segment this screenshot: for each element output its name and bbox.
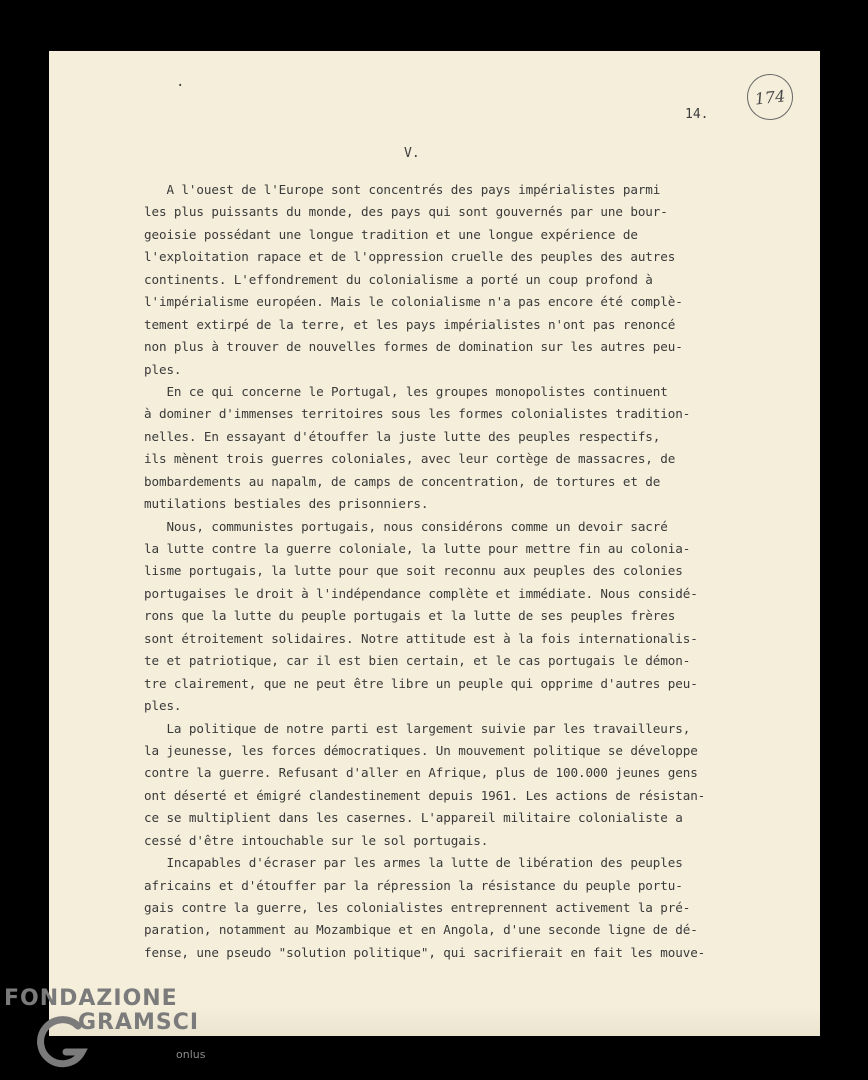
text-line: nelles. En essayant d'étouffer la juste lutte des peuples respectifs, bbox=[144, 428, 661, 444]
text-line: à dominer d'immenses territoires sous les formes colonialistes tradition- bbox=[144, 406, 691, 422]
text-line: En ce qui concerne le Portugal, les groupes monopolistes continuent bbox=[144, 383, 668, 399]
text-line: bombardements au napalm, de camps de concentration, de tortures et de bbox=[144, 473, 661, 489]
text-line: sont étroitement solidaires. Notre attitude est à la fois internationalis- bbox=[144, 630, 698, 646]
document-page bbox=[49, 51, 820, 1036]
text-line: lisme portugais, la lutte pour que soit reconnu aux peuples des colonies bbox=[144, 563, 683, 579]
text-line: cessé d'être intouchable sur le sol portugais. bbox=[144, 832, 489, 848]
stray-mark: · bbox=[176, 78, 185, 94]
text-line: continents. L'effondrement du colonialisme a porté un coup profond à bbox=[144, 271, 653, 287]
text-line: La politique de notre parti est largement suivie par les travailleurs, bbox=[144, 720, 691, 736]
text-line: l'impérialisme européen. Mais le colonialisme n'a pas encore été complè- bbox=[144, 294, 683, 310]
text-line: non plus à trouver de nouvelles formes de domination sur les autres peu- bbox=[144, 339, 683, 355]
text-line: te et patriotique, car il est bien certain, et le cas portugais le démon- bbox=[144, 653, 691, 669]
archive-stamp: 174 bbox=[745, 72, 796, 123]
text-line: Incapables d'écraser par les armes la lutte de libération des peuples bbox=[144, 855, 683, 871]
text-line: gais contre la guerre, les colonialistes entreprennent activement la pré- bbox=[144, 900, 691, 915]
body-text bbox=[144, 179, 806, 964]
text-line: paration, notamment au Mozambique et en Angola, d'une seconde ligne de dé- bbox=[144, 922, 698, 938]
text-line: ils mènent trois guerres coloniales, avec leur cortège de massacres, de bbox=[144, 451, 676, 467]
text-line: mutilations bestiales des prisonniers. bbox=[144, 496, 429, 512]
text-line: A l'ouest de l'Europe sont concentrés des pays impérialistes parmi bbox=[144, 182, 661, 197]
text-line: ples. bbox=[144, 361, 182, 377]
watermark-line2: GRAMSCI bbox=[78, 1010, 200, 1035]
text-line: ples. bbox=[144, 698, 182, 714]
text-line: portugaises le droit à l'indépendance complète et immédiate. Nous considé- bbox=[144, 585, 698, 601]
text-line: ont déserté et émigré clandestinement depuis 1961. Les actions de résistan- bbox=[144, 787, 706, 803]
text-line: contre la guerre. Refusant d'aller en Afrique, plus de 100.000 jeunes gens bbox=[144, 765, 698, 781]
section-heading: V. bbox=[404, 146, 420, 161]
text-line: la lutte contre la guerre coloniale, la lutte pour mettre fin au colonia- bbox=[144, 541, 691, 556]
text-line: ce se multiplient dans les casernes. L'appareil militaire colonialiste a bbox=[144, 810, 683, 826]
text-line: les plus puissants du monde, des pays qui sont gouvernés par une bour- bbox=[144, 204, 668, 220]
text-line: tre clairement, que ne peut être libre un peuple qui opprime d'autres peu- bbox=[144, 675, 698, 691]
text-line: africains et d'étouffer par la répression la résistance du peuple portu- bbox=[144, 877, 683, 893]
text-line: l'exploitation rapace et de l'oppression cruelle des peuples des autres bbox=[144, 249, 676, 265]
watermark-suffix: onlus bbox=[176, 1048, 206, 1061]
text-line: Nous, communistes portugais, nous considérons comme un devoir sacré bbox=[144, 518, 668, 534]
watermark-line1: FONDAZIONE bbox=[4, 986, 178, 1011]
text-line: tement extirpé de la terre, et les pays impérialistes n'ont pas renoncé bbox=[144, 316, 676, 332]
page-number: 14. bbox=[685, 107, 709, 122]
text-line: rons que la lutte du peuple portugais et la lutte de ses peuples frères bbox=[144, 608, 676, 624]
fondazione-gramsci-watermark bbox=[2, 986, 217, 1078]
text-line: la jeunesse, les forces démocratiques. Un mouvement politique se développe bbox=[144, 742, 698, 758]
text-line: fense, une pseudo "solution politique", qui sacrifierait en fait les mouve- bbox=[144, 944, 706, 960]
text-line: geoisie possédant une longue tradition et une longue expérience de bbox=[144, 226, 638, 242]
